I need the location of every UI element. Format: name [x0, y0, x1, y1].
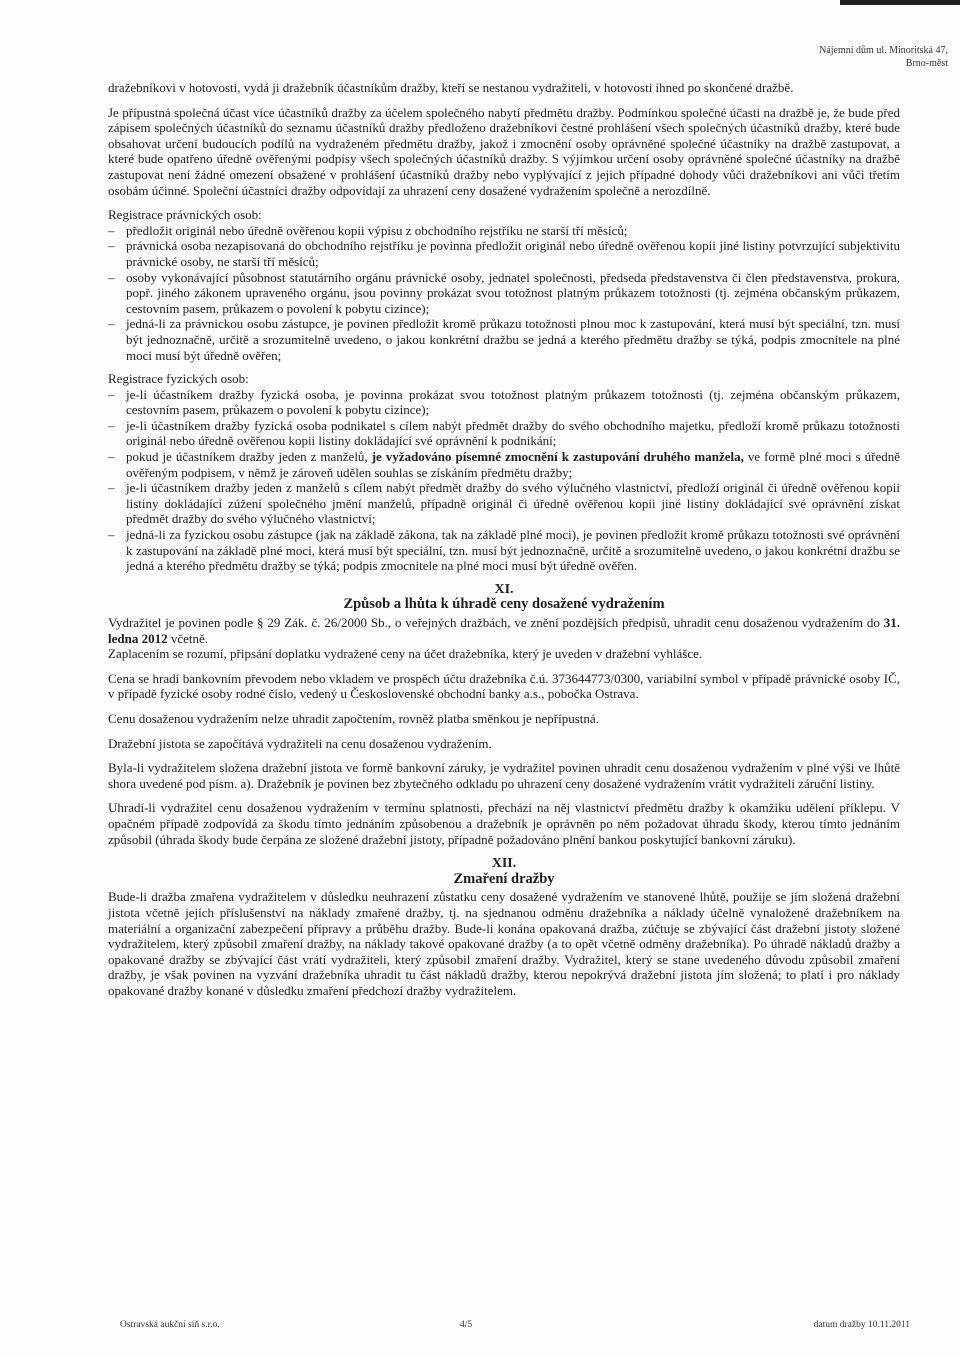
- footer-company: Ostravská aukční síň s.r.o.: [120, 1320, 220, 1330]
- section-11-paragraph-5: Dražební jistota se započítává vydražiteli na cenu dosaženou vydražením.: [108, 735, 492, 751]
- legal-entities-list: [108, 223, 900, 363]
- payment-deadline-text: Vydražitel je povinen podle § 29 Zák. č. 26/2000 Sb., o veřejných dražbách, ve znění pozdějších předpisů, uhradit cenu dosaženou vydražením do: [108, 615, 880, 630]
- payment-deadline-suffix: včetně.: [170, 630, 209, 646]
- header-line-1: Nájemní dům ul. Minoritská 47,: [819, 45, 948, 56]
- list-item: – jedná-li za fyzickou osobu zástupce (jak na základě zákona, tak na základě plné moci), je povinen předložit kromě průkazu totožnosti své oprávnění k zastupování na základě plné moci, která musí být speciální, tzn. musí být jednoznačně, určitě a srozumitelně uvedeno, o jakou konkrétní dražbu se jedná a kterého předmětu dražby se týká; podpis zmocnitele na plné moci musí být úředně ověřen.: [108, 527, 900, 574]
- section-11-title: Způsob a lhůta k úhradě ceny dosažené vydražením: [343, 596, 665, 613]
- section-11-paragraph-1: [108, 615, 900, 646]
- list-item: – je-li účastníkem dražby fyzická osoba, je povinna prokázat svou totožnost platným průkazem totožnosti (tj. zejména občanským průkazem, cestovním pasem, průkazem o povolení k pobytu cizince);: [108, 387, 900, 418]
- list-item: – je-li účastníkem dražby jeden z manželů s cílem nabýt předmět dražby do svého výlučného vlastnictví, předloží originál či úředně ověřenou kopii listiny dokládající zúžení společného jmění manželů, případně originál či úředně ověřenou kopii jiné listiny dokládající své oprávnění získat předmět dražby do svého výlučného vlastnictví;: [108, 480, 900, 527]
- list-item: – je-li účastníkem dražby fyzická osoba podnikatel s cílem nabýt předmět dražby do svého obchodního majetku, předloží kromě průkazu totožnosti originál nebo úředně ověřenou kopii listiny dokládající své oprávnění k podnikání;: [108, 418, 900, 449]
- payment-deadline-date: 31. ledna 2012: [108, 615, 900, 646]
- section-11-paragraph-4: Cenu dosaženou vydražením nelze uhradit započtením, rovněž platba směnkou je nepřípustná.: [108, 710, 599, 726]
- list-item: – předložit originál nebo úředně ověřenou kopii výpisu z obchodního rejstříku ne starší tří měsíců;: [108, 223, 900, 239]
- intro-paragraph-1: Je přípustná společná účast více účastníků dražby za účelem společného nabytí předmětu dražby. Podmínkou společné účasti na dražbě je, že bude před zápisem společných účastníků do seznamu účastníků dražby předloženo dražebníkovi čestné prohlášení všech společných účastníků dražby, které bude obsahovat určení budoucích podílů na vydraženém předmětu dražby, jakož i zmocnění osoby oprávněné společné účastníky na dražbě zastupovat, a které bude opatřeno úředně ověřenými podpisy všech společných účastníků dražby. S výjimkou určení osoby oprávněné společné účastníky na dražbě zastupovat není žádné omezení obsažené v prohlášení účastníků dražby nebo vyplývající z jejich případné dohody vůči dražebníkovi ani vůči třetím osobám účinné. Společní účastníci dražby odpovídají za uhrazení ceny dosažené vydražením společně a nerozdílně.: [108, 104, 900, 198]
- spouse-item-post: ve formě plné moci s úředně ověřeným podpisem, v němž je zároveň udělen souhlas se získáním předmětu dražby;: [126, 449, 901, 480]
- section-11-paragraph-2: Zaplacením se rozumí, připsání doplatku vydražené ceny na účet dražebníka, který je uveden v dražební vyhlášce.: [108, 646, 703, 662]
- intro-paragraph-0: dražebníkovi v hotovosti, vydá ji dražebník účastníkům dražby, kteří se nestanou vydražiteli, v hotovosti ihned po skončené dražbě.: [108, 80, 794, 95]
- section-12-title: Zmaření dražby: [453, 870, 555, 887]
- list-item: – osoby vykonávající působnost statutárního orgánu právnické osoby, jednatel společnosti, předseda představenstva či člen představenstva, prokura, popř. jiného zákonem upraveného orgánu, jsou povinny prokázat svou totožnost platným průkazem totožnosti (tj. zejména občanským průkazem, cestovním pasem, průkazem o povolení k pobytu cizince);: [108, 270, 900, 317]
- footer-auction-date: datum dražby 10.11.2011: [813, 1320, 910, 1330]
- document-body: [108, 80, 900, 1007]
- section-11-paragraph-6: Byla-li vydražitelem složena dražební jistota ve formě bankovní záruky, je vydražitel povinen uhradit cenu dosaženou vydražením v plné výši ve lhůtě shora uvedené pod písm. a). Dražebník je povinen bez zbytečného odkladu po uhrazení ceny dosažené vydražením vrátit vydražiteli záruční listiny.: [108, 760, 900, 791]
- section-12-paragraph-1: Bude-li dražba zmařena vydražitelem v důsledku neuhrazení zůstatku ceny dosažené vydražením ve stanovené lhůtě, použije se jím složená dražební jistota včetně jejích příslušenství na náklady zmařené dražby, tj. na sjednanou odměnu dražebníka a náklady účelně vynaložené dražebníkem na materiální a organizační zabezpečení přípravy a průběhu dražby. Bude-li konána opakovaná dražba, zúčtuje se zbývající část dražební jistoty složené vydražitelem, který způsobil zmaření dražby, na náklady takové opakované dražby (a to opět včetně odměny dražebníka). Po úhradě nákladů dražby a opakované dražby se zbývající část vrátí vydražiteli, který způsobil zmaření dražby. Vydražitel, který se stane uvedeného důvodu způsobil zmaření dražby, je však povinen na vyzvání dražebníka uhradit tu část nákladů dražby, kterou nepokrývá dražební jistota jím složená; to platí i pro náklady opakované dražby konané v důsledku zmaření předchozí dražby vydražitelem.: [108, 889, 900, 998]
- page-header: [819, 44, 948, 70]
- section-11-number: XI.: [494, 581, 514, 597]
- list-item: – jedná-li za právnickou osobu zástupce, je povinen předložit kromě průkazu totožnosti plnou moc k zastupování, která musí být speciální, tzn. musí být jednoznačně, určitě a srozumitelně uvedeno, o jakou konkrétní dražbu se jedná a kterého předmětu dražby se týká, podpis zmocnitele na plné moci musí být úředně ověřen;: [108, 316, 900, 363]
- scan-edge-mark: [840, 0, 960, 5]
- list-item: – právnická osoba nezapisovaná do obchodního rejstříku je povinna předložit originál nebo úředně ověřenou kopii jiné listiny potvrzující subjektivitu právnické osoby, ne starší tří měsíců;: [108, 238, 900, 269]
- header-line-2: Brno-měst: [905, 58, 948, 69]
- section-11-paragraph-3: Cena se hradí bankovním převodem nebo vkladem ve prospěch účtu dražebníka č.ú. 373644773/0300, variabilní symbol v případě právnické osoby IČ, v případě fyzické osoby rodné číslo, vedený u Československé obchodní banky a.s., pobočka Ostrava.: [108, 670, 900, 702]
- section-12-number: XII.: [491, 856, 517, 872]
- natural-persons-list: [108, 387, 900, 574]
- spouse-authorization-emphasis: je vyžadováno písemné zmocnění k zastupování druhého manžela,: [371, 449, 744, 465]
- natural-persons-title: Registrace fyzických osob:: [108, 371, 249, 387]
- footer-page-number: 4/5: [460, 1320, 473, 1330]
- section-11-paragraph-7: Uhradí-li vydražitel cenu dosaženou vydražením v termínu splatnosti, přechází na něj vlastnictví předmětu dražby k okamžiku udělení příklepu. V opačném případě zodpovídá za škodu tímto jednáním způsobenou a dražebník je oprávněn po něm požadovat úhradu škody, kterou tímto jednáním způsobil (úhrada škody bude čerpána ze složené dražební jistoty, případně požadováno plnění bankou poskytující bankovní záruku).: [108, 800, 900, 847]
- spouse-item-pre: pokud je účastníkem dražby jeden z manželů,: [126, 449, 368, 465]
- list-item: [108, 449, 900, 480]
- legal-entities-title: Registrace právnických osob:: [108, 207, 262, 223]
